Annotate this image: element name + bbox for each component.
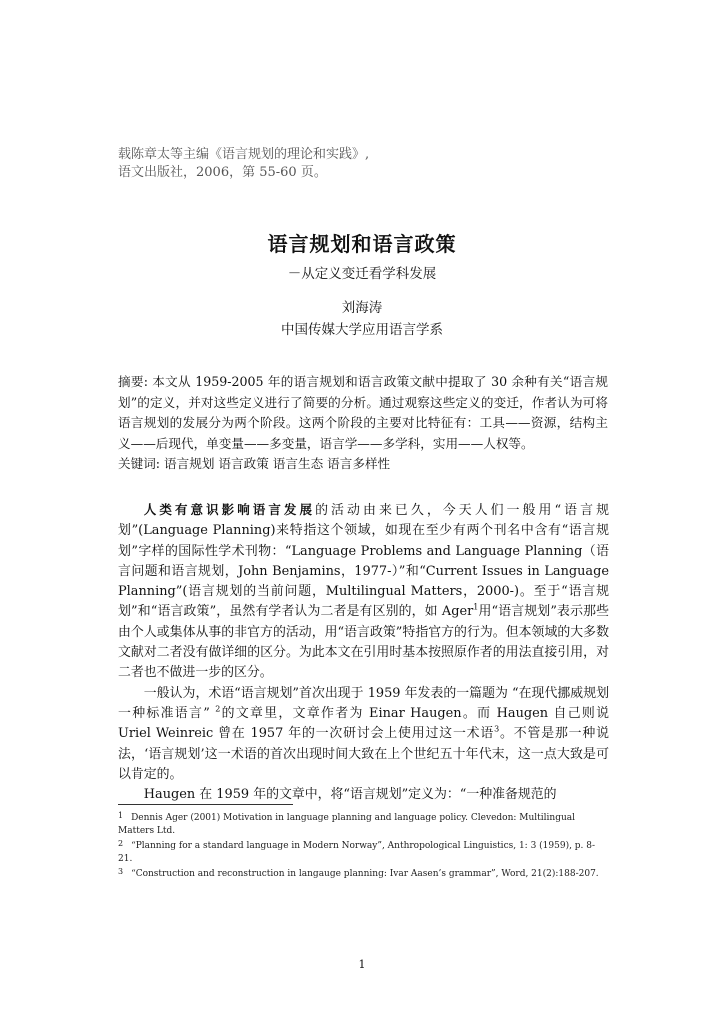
footnote-ref-1[interactable]: 1 — [473, 603, 479, 613]
footnote-separator — [118, 804, 293, 805]
paper-title: 语言规划和语言政策 — [267, 232, 457, 256]
abstract-text: 本文从 1959-2005 年的语言规划和语言政策文献中提取了 30 余种有关“语言规划”的定义，并对这些定义进行了简要的分析。通过观察这些定义的变迁，作者认为可将语言规划的发展分为两个阶段。这两个阶段的主要对比特征有：工具——资源，结构主义——后现代，单变量——多变量，语言学——多学科，实用——人权等。 — [118, 374, 608, 451]
paragraph-1-part-a: 的活动由来已久，今天人们一般用“语言规划”(Language Planning)来特指这个领域，如现在至少有两个刊名中含有“语言规划”字样的国际性学术刊物：“Language Problems and Language Planning（语言问题和语言规划，John Benjamins，1977-）”和“Current Issues in Language Planning”(语言规划的当前问题，Multilingual Matters，2000-)。至于“语言规划”和“语言政策”，虽然有学者认为二者是有区别的，如 Ager — [118, 503, 609, 620]
footnote-number: 3 — [118, 867, 124, 876]
paragraph-2-part-a: 一般认为，术语“语言规划”首次出现于 1959 年发表的一篇题为 “在现代挪威规划一种标准语言” — [118, 685, 609, 721]
footnote-text: “Construction and reconstruction in langauge planning: Ivar Aasen’s grammar”, Word, 21(2):188-207. — [131, 869, 599, 879]
footnote — [118, 868, 608, 881]
footnote-text: Dennis Ager (2001) Motivation in language planning and language policy. Clevedon: Multilingual Matters Ltd. — [118, 813, 576, 836]
keywords-label: 关键词: — [118, 456, 161, 471]
source-line-1: 载陈章太等主编《语言规划的理论和实践》, — [118, 147, 370, 162]
author-name: 刘海涛 — [341, 300, 383, 316]
source-citation — [118, 146, 369, 182]
body-paragraph-1 — [118, 500, 609, 684]
footnote — [118, 812, 608, 837]
footnote-text: “Planning for a standard language in Modern Norway”, Anthropological Linguistics, 1: 3 (1959), p. 8-21. — [118, 841, 596, 864]
footnote-ref-2[interactable]: 2 — [215, 704, 221, 714]
abstract-block — [118, 372, 608, 475]
keywords-line — [118, 454, 608, 475]
abstract-label: 摘要: — [118, 374, 148, 389]
footnote — [118, 840, 608, 865]
footnote-number: 1 — [118, 811, 124, 820]
abstract-paragraph — [118, 372, 608, 454]
paragraph-2-part-c: 。不管是那一种说法，‘语言规划’这一术语的首次出现时间大致在上个世纪五十年代末，这一点大致是可以肯定的。 — [118, 726, 610, 782]
body-paragraph-3: Haugen 在 1959 年的文章中，将“语言规划”定义为：“一种准备规范的 — [143, 787, 557, 803]
page-number: 1 — [358, 958, 366, 971]
author-affiliation: 中国传媒大学应用语言学系 — [281, 322, 443, 338]
footnotes — [118, 812, 608, 884]
paragraph-2-part-b: 的文章里，文章作者为 Einar Haugen。而 Haugen 自己则说 Uriel Weinreic 曾在 1957 年的一次研讨会上使用过这一术语 — [118, 705, 609, 742]
source-line-2: 语文出版社，2006，第 55-60 页。 — [118, 165, 327, 180]
emphasis-phrase: 人类有意识影响语言发展 — [143, 502, 316, 517]
footnote-ref-3[interactable]: 3 — [494, 724, 500, 734]
keywords-text: 语言规划 语言政策 语言生态 语言多样性 — [164, 456, 391, 471]
paper-subtitle: －从定义变迁看学科发展 — [287, 266, 437, 282]
body-text — [118, 500, 609, 805]
body-paragraph-2 — [118, 684, 609, 785]
paragraph-1-part-b: 用“语言规划”表示那些由个人或集体从事的非官方的活动，用“语言政策”特指官方的行为。但本领域的大多数文献对二者没有做详细的区分。为此本文在引用时基本按照原作者的用法直接引用，对二者也不做进一步的区分。 — [118, 604, 610, 681]
footnote-number: 2 — [118, 839, 124, 848]
